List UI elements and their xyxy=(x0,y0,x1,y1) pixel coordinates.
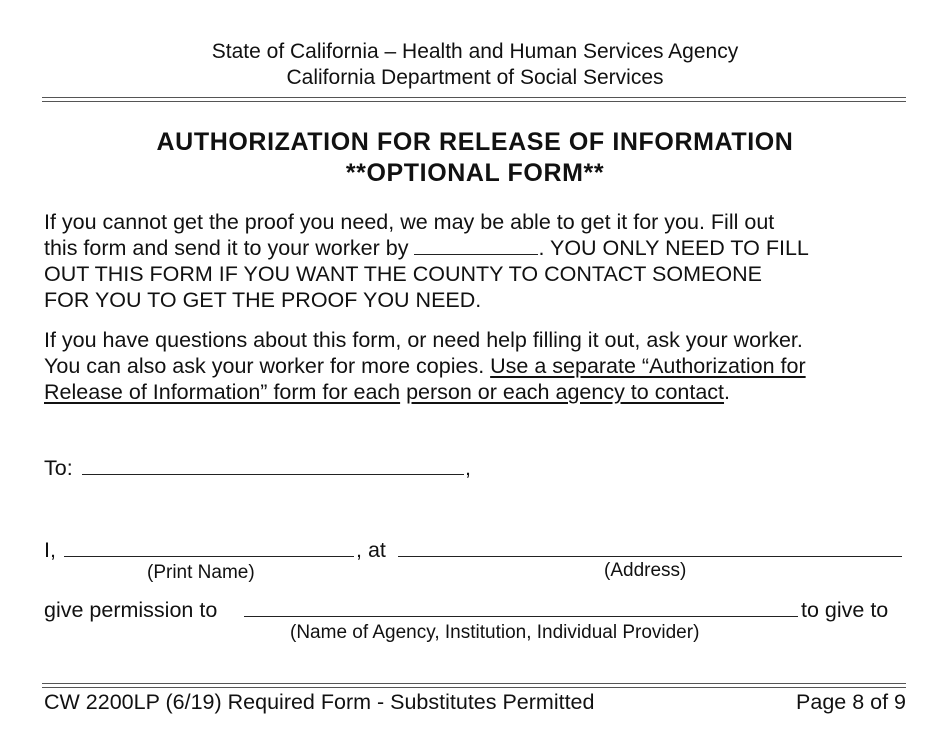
help-line-1: If you have questions about this form, or need help filling it out, ask your worker. xyxy=(44,328,803,352)
print-name-field[interactable] xyxy=(64,556,354,557)
form-subtitle: **OPTIONAL FORM** xyxy=(345,159,605,187)
to-label: To: xyxy=(44,456,73,480)
department-line: California Department of Social Services xyxy=(286,66,664,89)
help-paragraph xyxy=(44,327,914,405)
help-line-3-end: . xyxy=(724,380,731,404)
form-identifier: CW 2200LP (6/19) Required Form - Substitutes Permitted xyxy=(44,690,595,714)
help-line-2-underlined: Use a separate “Authorization for xyxy=(490,354,806,378)
i-label: I, xyxy=(44,538,56,562)
help-line-3-underlined-b: person or each agency to contact xyxy=(406,380,725,404)
intro-line-1: If you cannot get the proof you need, we may be able to get it for you. Fill out xyxy=(44,210,775,234)
page-number: Page 8 of 9 xyxy=(796,690,906,714)
agency-caption: (Name of Agency, Institution, Individual Provider) xyxy=(290,622,700,643)
intro-line-4: FOR YOU TO GET THE PROOF YOU NEED. xyxy=(44,288,482,312)
footer-rule-bottom xyxy=(42,687,906,688)
print-name-caption: (Print Name) xyxy=(147,562,255,583)
help-line-2-plain: You can also ask your worker for more copies. xyxy=(44,354,491,378)
intro-line-3: OUT THIS FORM IF YOU WANT THE COUNTY TO CONTACT SOMEONE xyxy=(44,262,762,286)
at-label: , at xyxy=(356,538,386,562)
header-rule-bottom xyxy=(42,101,906,102)
intro-line-2-start: this form and send it to your worker by xyxy=(44,236,415,260)
help-line-3 xyxy=(44,379,914,405)
to-give-to-label: to give to xyxy=(801,598,889,622)
form-title: AUTHORIZATION FOR RELEASE OF INFORMATION xyxy=(156,128,794,156)
agency-name-field[interactable] xyxy=(244,616,798,617)
help-line-3-underlined-a: Release of Information” form for each xyxy=(44,380,401,404)
address-field[interactable] xyxy=(398,556,902,557)
footer-rule-top xyxy=(42,683,906,684)
to-recipient-field[interactable] xyxy=(82,474,464,475)
deadline-date-field[interactable] xyxy=(414,236,538,255)
intro-line-2 xyxy=(44,235,914,261)
intro-line-2-end: . YOU ONLY NEED TO FILL xyxy=(538,236,809,260)
help-line-2 xyxy=(44,353,914,379)
to-comma: , xyxy=(465,456,471,480)
agency-line: State of California – Health and Human Services Agency xyxy=(211,40,739,63)
address-caption: (Address) xyxy=(604,560,687,581)
intro-paragraph xyxy=(44,209,914,313)
give-permission-label: give permission to xyxy=(44,598,218,622)
header-rule-top xyxy=(42,97,906,98)
